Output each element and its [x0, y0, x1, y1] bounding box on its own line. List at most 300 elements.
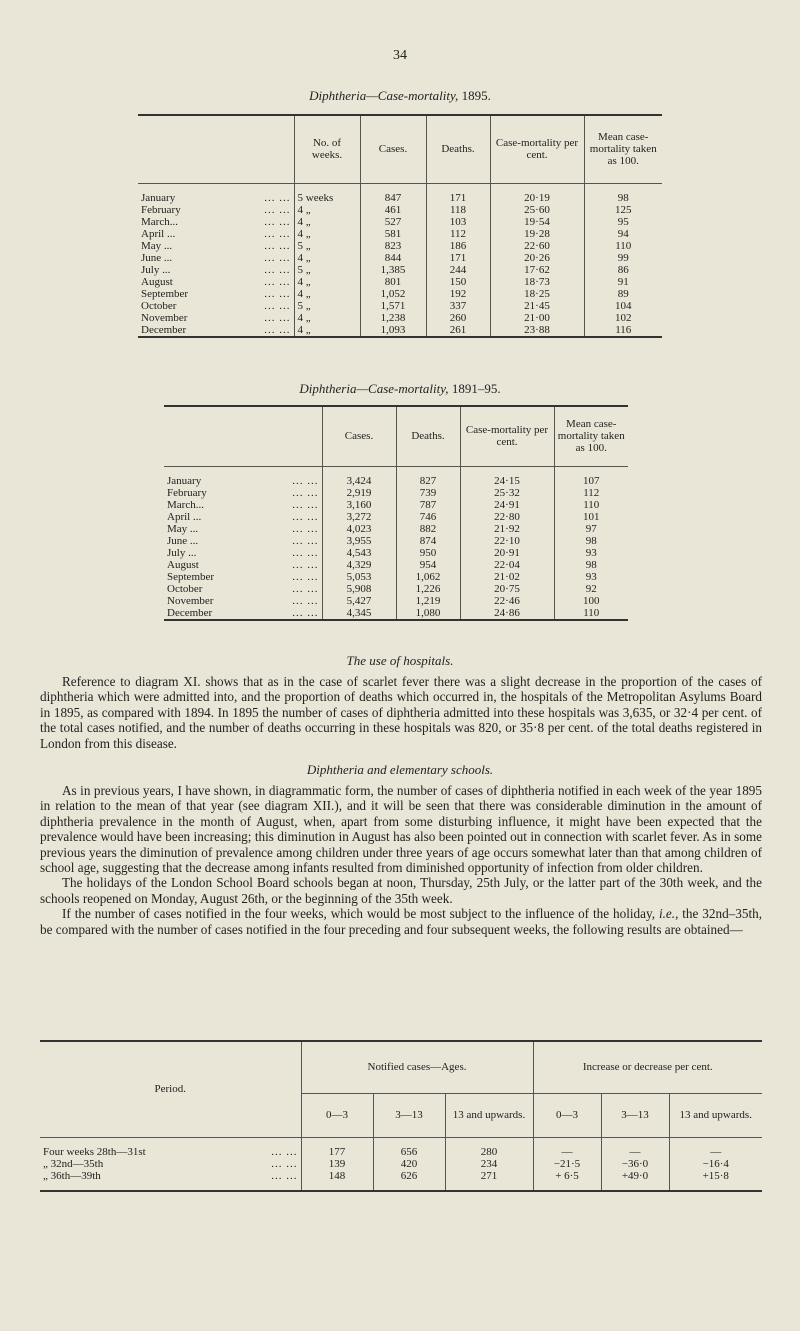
spacer-cell — [164, 466, 322, 475]
row-month-cell — [138, 264, 294, 276]
table2-cell-cases: 2,919 — [322, 487, 396, 499]
table1-cell-weeks: 4 „ — [294, 204, 360, 216]
spacer-cell — [301, 1182, 373, 1191]
leader-dots: ... ... — [264, 263, 291, 276]
row-month: January — [141, 191, 176, 204]
row-month: August — [167, 558, 199, 571]
row-month-cell — [164, 511, 322, 523]
table3-row — [40, 1170, 762, 1182]
table1-cell-mean: 102 — [584, 312, 662, 324]
table1-cell-deaths: 186 — [426, 240, 490, 252]
table1-row — [138, 252, 662, 264]
spacer-cell — [554, 466, 628, 475]
table1-cell-mean: 104 — [584, 300, 662, 312]
table2-cell-rate: 24·15 — [460, 475, 554, 487]
row-month-cell — [164, 547, 322, 559]
table2-cell-cases: 3,955 — [322, 535, 396, 547]
leader-dots: ... ... — [264, 191, 291, 204]
table1-row — [138, 216, 662, 228]
spacer-cell — [138, 183, 294, 192]
table3-header-notified: Notified cases—Ages. — [301, 1041, 533, 1093]
table2-cell-deaths: 827 — [396, 475, 460, 487]
table2-row — [164, 475, 628, 487]
leader-dots: ... ... — [271, 1157, 298, 1170]
table1-cell-mean: 98 — [584, 192, 662, 204]
row-month: December — [141, 323, 187, 336]
row-month: July ... — [141, 263, 171, 276]
table3-cell-p3: +15·8 — [669, 1170, 762, 1182]
table3-sub-3-13: 3—13 — [373, 1093, 445, 1137]
table2-cell-cases: 4,345 — [322, 607, 396, 620]
table2-cell-cases: 4,329 — [322, 559, 396, 571]
table1-cell-rate: 18·25 — [490, 288, 584, 300]
table3-sub-pct-13-up: 13 and upwards. — [669, 1093, 762, 1137]
table1-cell-rate: 21·45 — [490, 300, 584, 312]
table2-cell-mean: 98 — [554, 535, 628, 547]
row-month-cell — [138, 228, 294, 240]
table3-header-period: Period. — [40, 1041, 301, 1137]
table1-cell-deaths: 112 — [426, 228, 490, 240]
row-month-cell — [40, 1170, 301, 1182]
row-month-cell — [164, 607, 322, 620]
leader-dots: ... ... — [264, 215, 291, 228]
table2-cell-cases: 3,160 — [322, 499, 396, 511]
table1-row — [138, 312, 662, 324]
table1-cell-weeks: 5 „ — [294, 300, 360, 312]
table1-header-rate: Case-mortality per cent. — [490, 115, 584, 183]
table2-caption — [0, 381, 800, 397]
row-month-cell — [164, 559, 322, 571]
leader-dots: ... ... — [264, 251, 291, 264]
table1-cell-deaths: 150 — [426, 276, 490, 288]
table1-cell-rate: 19·54 — [490, 216, 584, 228]
table2-cell-rate: 22·46 — [460, 595, 554, 607]
table2-cell-rate: 22·10 — [460, 535, 554, 547]
row-month-cell — [138, 216, 294, 228]
table2-cell-mean: 112 — [554, 487, 628, 499]
spacer-cell — [669, 1182, 762, 1191]
table-case-mortality-1895 — [138, 114, 662, 338]
table1-cell-rate: 25·60 — [490, 204, 584, 216]
p3-ie: i.e. — [658, 906, 676, 922]
table3-cell-n2: 626 — [373, 1170, 445, 1182]
row-month: December — [167, 606, 213, 619]
leader-dots: ... ... — [264, 311, 291, 324]
table2-cell-rate: 24·86 — [460, 607, 554, 620]
table1-header-cases: Cases. — [360, 115, 426, 183]
row-month: „ 32nd—35th — [43, 1157, 104, 1170]
table1-cell-rate: 18·73 — [490, 276, 584, 288]
leader-dots: ... ... — [264, 203, 291, 216]
table1-cell-deaths: 244 — [426, 264, 490, 276]
table2-cell-rate: 25·32 — [460, 487, 554, 499]
row-month-cell — [138, 324, 294, 337]
table2-row — [164, 499, 628, 511]
table2-cell-deaths: 882 — [396, 523, 460, 535]
table3-cell-p1: — — [533, 1146, 601, 1158]
leader-dots: ... ... — [264, 299, 291, 312]
table2-cell-rate: 21·92 — [460, 523, 554, 535]
leader-dots: ... ... — [264, 323, 291, 336]
table2-header-mean: Mean case-mortality taken as 100. — [554, 406, 628, 466]
table2-cell-mean: 107 — [554, 475, 628, 487]
table3-row — [40, 1146, 762, 1158]
table3-cell-n1: 177 — [301, 1146, 373, 1158]
table-case-mortality-1891-95 — [164, 405, 628, 621]
row-month-cell — [164, 571, 322, 583]
leader-dots: ... ... — [292, 522, 319, 535]
row-month: October — [141, 299, 177, 312]
spacer-cell — [40, 1182, 301, 1191]
spacer-cell — [490, 183, 584, 192]
table3-cell-n3: 280 — [445, 1146, 533, 1158]
table1-cell-rate: 19·28 — [490, 228, 584, 240]
table1-cell-cases: 1,052 — [360, 288, 426, 300]
table1-cell-mean: 99 — [584, 252, 662, 264]
table2-cell-deaths: 1,226 — [396, 583, 460, 595]
table1-cell-deaths: 171 — [426, 252, 490, 264]
table1-cell-cases: 823 — [360, 240, 426, 252]
table1-cell-weeks: 5 „ — [294, 264, 360, 276]
table2-cell-rate: 24·91 — [460, 499, 554, 511]
table2-cell-mean: 98 — [554, 559, 628, 571]
table2-cell-mean: 93 — [554, 547, 628, 559]
table2-cell-mean: 110 — [554, 607, 628, 620]
table2-cell-mean: 92 — [554, 583, 628, 595]
table2-cell-cases: 4,023 — [322, 523, 396, 535]
table2-cell-deaths: 954 — [396, 559, 460, 571]
table2-cell-rate: 22·04 — [460, 559, 554, 571]
table2-header-rate: Case-mortality per cent. — [460, 406, 554, 466]
table1-cell-cases: 844 — [360, 252, 426, 264]
table1-spacer — [138, 183, 662, 192]
table2-cell-deaths: 746 — [396, 511, 460, 523]
table1-cell-deaths: 171 — [426, 192, 490, 204]
table1-row — [138, 204, 662, 216]
table2-row — [164, 595, 628, 607]
table3-cell-n2: 656 — [373, 1146, 445, 1158]
table3-cell-p3: −16·4 — [669, 1158, 762, 1170]
table1-cell-cases: 1,571 — [360, 300, 426, 312]
schools-paragraph-2: The holidays of the London School Board schools began at noon, Thursday, 25th July, or the latter part of the 30th week, and the schools reopened on Monday, August 26th, or the beginning of the 35th week. — [40, 875, 762, 906]
row-month-cell — [138, 240, 294, 252]
spacer-cell — [322, 466, 396, 475]
leader-dots: ... ... — [292, 534, 319, 547]
leader-dots: ... ... — [264, 287, 291, 300]
row-month: June ... — [167, 534, 199, 547]
table3-spacer — [40, 1137, 762, 1146]
table2-row — [164, 547, 628, 559]
table3-cell-p2: −36·0 — [601, 1158, 669, 1170]
table2-cell-deaths: 787 — [396, 499, 460, 511]
row-month-cell — [164, 583, 322, 595]
table3-sub-0-3: 0—3 — [301, 1093, 373, 1137]
table3-sub-13-up: 13 and upwards. — [445, 1093, 533, 1137]
table2-cell-cases: 3,272 — [322, 511, 396, 523]
table1-cell-rate: 17·62 — [490, 264, 584, 276]
row-month: June ... — [141, 251, 173, 264]
schools-section — [40, 783, 762, 937]
table2-cell-mean: 93 — [554, 571, 628, 583]
table1-cell-mean: 110 — [584, 240, 662, 252]
row-month: „ 36th—39th — [43, 1169, 101, 1182]
table2-cell-deaths: 1,219 — [396, 595, 460, 607]
table1-cell-weeks: 4 „ — [294, 312, 360, 324]
table1-row — [138, 264, 662, 276]
table2-cell-rate: 21·02 — [460, 571, 554, 583]
row-month-cell — [138, 312, 294, 324]
spacer-cell — [40, 1137, 301, 1146]
table1-cell-weeks: 5 „ — [294, 240, 360, 252]
row-month-cell — [164, 499, 322, 511]
table1-cell-rate: 20·26 — [490, 252, 584, 264]
row-month: September — [167, 570, 215, 583]
table1-cell-weeks: 4 „ — [294, 216, 360, 228]
row-month-cell — [164, 595, 322, 607]
leader-dots: ... ... — [264, 227, 291, 240]
table3-sub-pct-0-3: 0—3 — [533, 1093, 601, 1137]
table1-cell-rate: 20·19 — [490, 192, 584, 204]
table3-cell-n1: 148 — [301, 1170, 373, 1182]
leader-dots: ... ... — [271, 1145, 298, 1158]
table2-cell-rate: 22·80 — [460, 511, 554, 523]
table1-cell-cases: 1,238 — [360, 312, 426, 324]
spacer-cell — [360, 183, 426, 192]
table1-header-mean: Mean case-mortality taken as 100. — [584, 115, 662, 183]
table1-cell-rate: 22·60 — [490, 240, 584, 252]
table1-row — [138, 300, 662, 312]
spacer-cell — [533, 1137, 601, 1146]
row-month: January — [167, 474, 202, 487]
spacer-cell — [601, 1137, 669, 1146]
table1-row — [138, 192, 662, 204]
schools-paragraph-3 — [40, 906, 762, 937]
table1-cell-deaths: 103 — [426, 216, 490, 228]
table3-sub-pct-3-13: 3—13 — [601, 1093, 669, 1137]
table2-row — [164, 511, 628, 523]
table1-cell-cases: 1,093 — [360, 324, 426, 337]
table2-header-deaths: Deaths. — [396, 406, 460, 466]
table1-cell-rate: 21·00 — [490, 312, 584, 324]
row-month-cell — [138, 288, 294, 300]
spacer-cell — [426, 183, 490, 192]
table2-cell-deaths: 739 — [396, 487, 460, 499]
row-month-cell — [164, 535, 322, 547]
table3-cell-n1: 139 — [301, 1158, 373, 1170]
table1-row — [138, 288, 662, 300]
table1-cell-mean: 94 — [584, 228, 662, 240]
row-month: February — [141, 203, 181, 216]
leader-dots: ... ... — [292, 558, 319, 571]
spacer-cell — [294, 183, 360, 192]
table1-cell-cases: 461 — [360, 204, 426, 216]
table2-header-blank — [164, 406, 322, 466]
spacer-cell — [301, 1137, 373, 1146]
leader-dots: ... ... — [292, 570, 319, 583]
table2-cell-cases: 5,908 — [322, 583, 396, 595]
table2-cell-deaths: 874 — [396, 535, 460, 547]
table2-cell-cases: 5,427 — [322, 595, 396, 607]
row-month: April ... — [141, 227, 176, 240]
leader-dots: ... ... — [264, 275, 291, 288]
row-month: May ... — [141, 239, 173, 252]
hospitals-heading: The use of hospitals. — [346, 653, 454, 668]
row-month-cell — [40, 1158, 301, 1170]
p3-after: , the 32nd–35th, be compared with the number of cases notified in the four preceding and four subsequent weeks, the following results are obtained— — [40, 906, 763, 937]
table1-cell-weeks: 4 „ — [294, 324, 360, 337]
table3-cell-n3: 234 — [445, 1158, 533, 1170]
leader-dots: ... ... — [292, 594, 319, 607]
table1-header-deaths: Deaths. — [426, 115, 490, 183]
table1-cell-rate: 23·88 — [490, 324, 584, 337]
table2-row — [164, 571, 628, 583]
table1-cell-mean: 116 — [584, 324, 662, 337]
table1-caption-main: Diphtheria—Case-mortality, — [309, 88, 459, 103]
row-month: May ... — [167, 522, 199, 535]
table-holiday-influence — [40, 1040, 762, 1192]
table2-row — [164, 559, 628, 571]
table1-row — [138, 228, 662, 240]
leader-dots: ... ... — [292, 510, 319, 523]
table1-cell-cases: 801 — [360, 276, 426, 288]
spacer-cell — [584, 183, 662, 192]
row-month-cell — [138, 252, 294, 264]
leader-dots: ... ... — [292, 606, 319, 619]
table2-cell-cases: 3,424 — [322, 475, 396, 487]
row-month: September — [141, 287, 189, 300]
table3-cell-p2: +49·0 — [601, 1170, 669, 1182]
table1-cell-weeks: 4 „ — [294, 228, 360, 240]
table2-row — [164, 583, 628, 595]
table1-row — [138, 324, 662, 337]
table1-cell-deaths: 261 — [426, 324, 490, 337]
table3-cell-p1: + 6·5 — [533, 1170, 601, 1182]
table2-row — [164, 523, 628, 535]
spacer-cell — [373, 1182, 445, 1191]
row-month-cell — [138, 276, 294, 288]
spacer-cell — [601, 1182, 669, 1191]
leader-dots: ... ... — [292, 498, 319, 511]
table2-cell-deaths: 1,080 — [396, 607, 460, 620]
row-month: August — [141, 275, 173, 288]
table1-row — [138, 276, 662, 288]
table1-cell-deaths: 337 — [426, 300, 490, 312]
row-month-cell — [138, 204, 294, 216]
table2-cell-deaths: 950 — [396, 547, 460, 559]
row-month: October — [167, 582, 203, 595]
spacer-cell — [460, 466, 554, 475]
table3-header-increase: Increase or decrease per cent. — [533, 1041, 762, 1093]
table1-header-weeks: No. of weeks. — [294, 115, 360, 183]
table2-cell-cases: 5,053 — [322, 571, 396, 583]
leader-dots: ... ... — [271, 1169, 298, 1182]
table1-cell-deaths: 192 — [426, 288, 490, 300]
table1-cell-mean: 86 — [584, 264, 662, 276]
row-month: Four weeks 28th—31st — [43, 1145, 146, 1158]
leader-dots: ... ... — [264, 239, 291, 252]
spacer-cell — [669, 1137, 762, 1146]
table2-cell-mean: 110 — [554, 499, 628, 511]
table3-cell-p2: — — [601, 1146, 669, 1158]
table1-cell-deaths: 260 — [426, 312, 490, 324]
table2-header-cases: Cases. — [322, 406, 396, 466]
schools-heading: Diphtheria and elementary schools. — [306, 762, 494, 777]
spacer-cell — [445, 1137, 533, 1146]
table1-cell-mean: 89 — [584, 288, 662, 300]
table3-spacer-bottom — [40, 1182, 762, 1191]
table1-cell-weeks: 5 weeks — [294, 192, 360, 204]
table1-cell-mean: 91 — [584, 276, 662, 288]
table2-spacer — [164, 466, 628, 475]
spacer-cell — [396, 466, 460, 475]
schools-paragraph-1: As in previous years, I have shown, in diagrammatic form, the number of cases of diphtheria notified in each week of the year 1895 in relation to the mean of that year (see diagram XII.), and it will be seen that there was considerable diminution in the amount of diphtheria prevalence in the month of August, when, apart from some disturbing influence, it might have been expected that the prevalence would have been increasing; this diminution in August has also been pointed out in connection with scarlet fever. As in some previous years the diminution of prevalence among children under three years of age occurs somewhat later than that among children of school age, suggesting that the decrease among infants resulted from diminished opportunity of infection from older children. — [40, 783, 762, 876]
table2-row — [164, 607, 628, 620]
page-number: 34 — [393, 48, 407, 63]
table1-cell-weeks: 4 „ — [294, 252, 360, 264]
table3-cell-n2: 420 — [373, 1158, 445, 1170]
row-month: March... — [141, 215, 178, 228]
table2-cell-rate: 20·75 — [460, 583, 554, 595]
row-month: July ... — [167, 546, 197, 559]
row-month-cell — [164, 487, 322, 499]
row-month: November — [167, 594, 214, 607]
table2-cell-rate: 20·91 — [460, 547, 554, 559]
table1-cell-weeks: 4 „ — [294, 288, 360, 300]
row-month: April ... — [167, 510, 202, 523]
row-month-cell — [138, 192, 294, 204]
row-month: November — [141, 311, 188, 324]
table2-row — [164, 535, 628, 547]
table3-row — [40, 1158, 762, 1170]
table3-cell-p1: −21·5 — [533, 1158, 601, 1170]
table1-header-blank — [138, 115, 294, 183]
table1-cell-deaths: 118 — [426, 204, 490, 216]
table1-cell-cases: 1,385 — [360, 264, 426, 276]
table2-cell-mean: 100 — [554, 595, 628, 607]
table2-cell-deaths: 1,062 — [396, 571, 460, 583]
leader-dots: ... ... — [292, 546, 319, 559]
table1-row — [138, 240, 662, 252]
table2-row — [164, 487, 628, 499]
hospitals-section — [40, 674, 762, 751]
table1-cell-cases: 581 — [360, 228, 426, 240]
row-month-cell — [138, 300, 294, 312]
table2-caption-year: 1891–95. — [451, 381, 501, 396]
table2-cell-mean: 97 — [554, 523, 628, 535]
table1-caption-year: 1895. — [461, 88, 491, 103]
table1-caption — [0, 88, 800, 104]
spacer-cell — [533, 1182, 601, 1191]
table2-caption-main: Diphtheria—Case-mortality, — [299, 381, 449, 396]
p3-before: If the number of cases notified in the four weeks, which would be most subject to the influence of the holiday, — [62, 906, 656, 922]
table3-cell-n3: 271 — [445, 1170, 533, 1182]
table1-cell-cases: 847 — [360, 192, 426, 204]
leader-dots: ... ... — [292, 486, 319, 499]
row-month-cell — [40, 1146, 301, 1158]
spacer-cell — [445, 1182, 533, 1191]
table3-cell-p3: — — [669, 1146, 762, 1158]
row-month-cell — [164, 523, 322, 535]
table1-cell-mean: 95 — [584, 216, 662, 228]
row-month: March... — [167, 498, 204, 511]
hospitals-paragraph: Reference to diagram XI. shows that as in the case of scarlet fever there was a slight decrease in the proportion of the cases of diphtheria which were admitted into, and the proportion of deaths which occurred in, the hospitals of the Metropolitan Asylums Board in 1895, as compared with 1894. In 1895 the number of cases of diphtheria admitted into these hospitals was 3,635, or 32·4 per cent. of the total cases notified, and the number of deaths occurring in these hospitals was 820, or 35·8 per cent. of the total deaths registered in London from this disease. — [40, 674, 762, 751]
table2-cell-mean: 101 — [554, 511, 628, 523]
row-month: February — [167, 486, 207, 499]
row-month-cell — [164, 475, 322, 487]
spacer-cell — [373, 1137, 445, 1146]
leader-dots: ... ... — [292, 582, 319, 595]
table1-cell-weeks: 4 „ — [294, 276, 360, 288]
